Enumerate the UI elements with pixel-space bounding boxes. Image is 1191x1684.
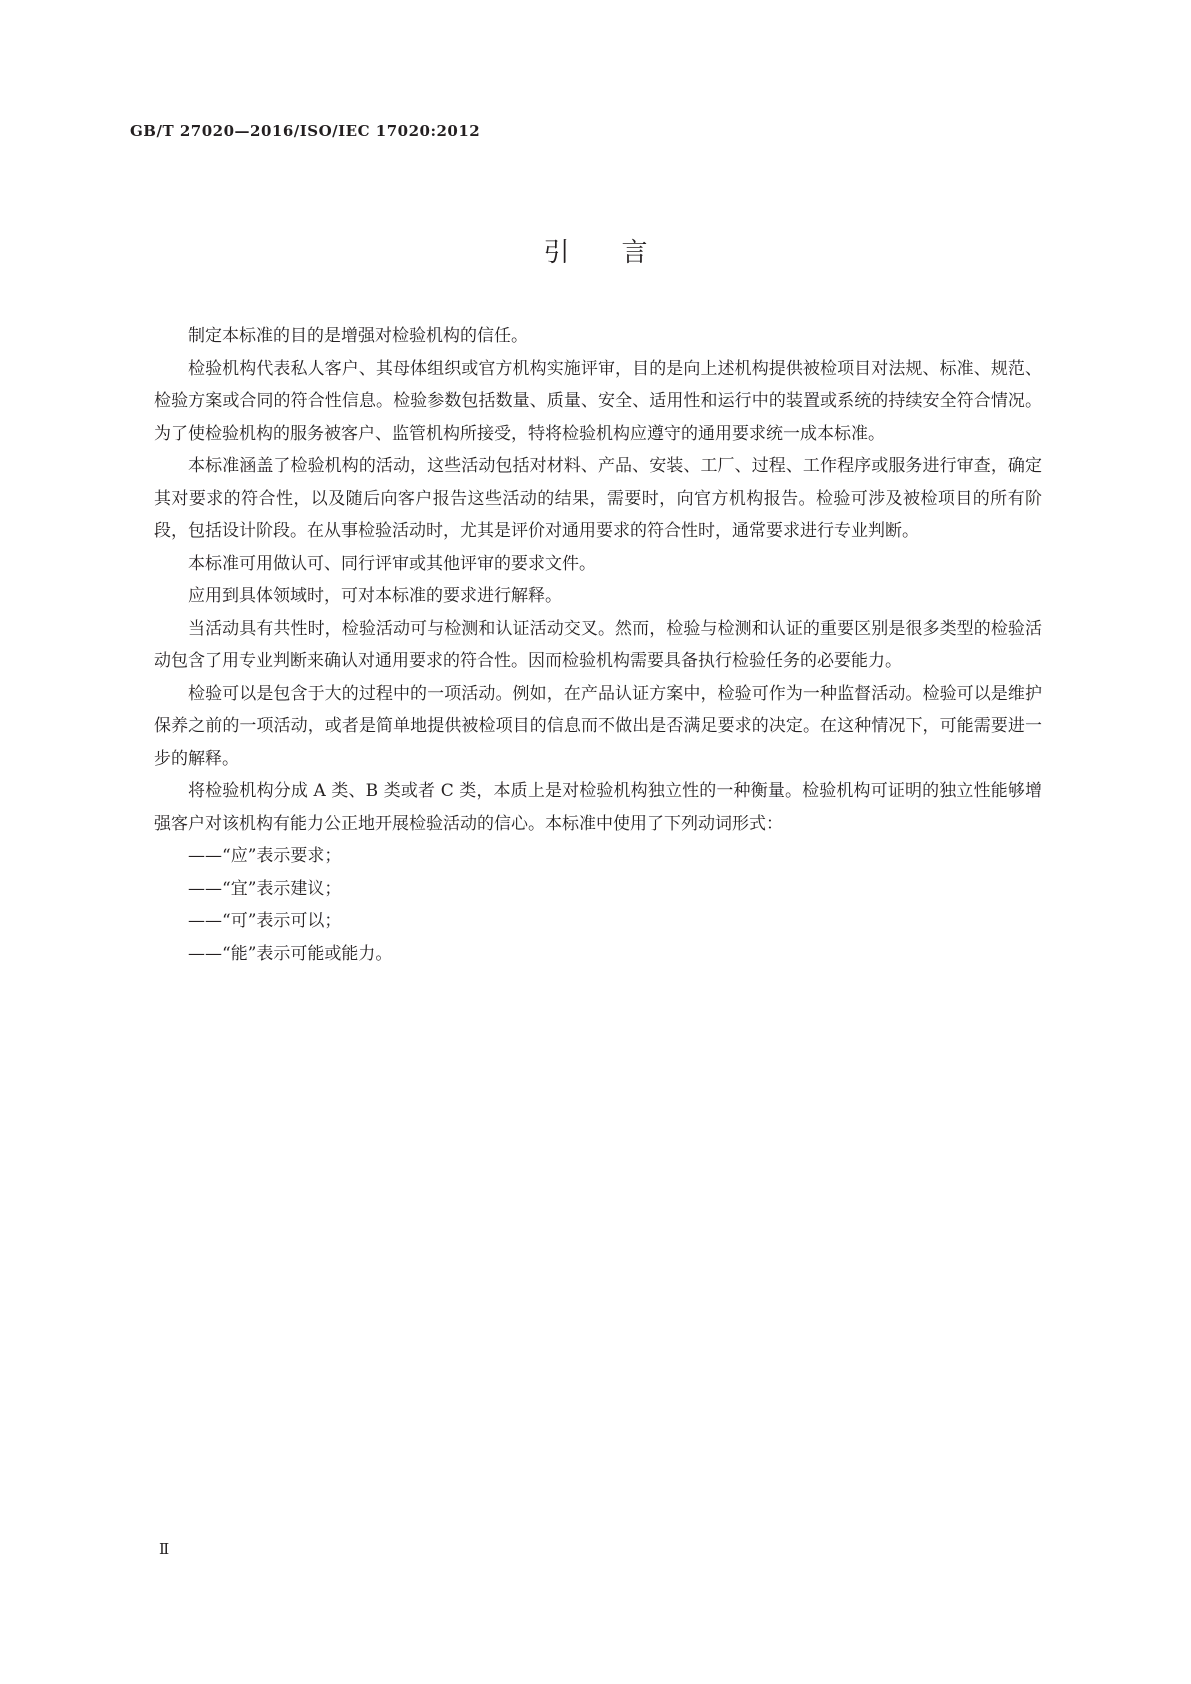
paragraph: 应用到具体领域时，可对本标准的要求进行解释。 (188, 586, 562, 606)
paragraph: 本标准可用做认可、同行评审或其他评审的要求文件。 (188, 553, 596, 574)
verb-form-item: ——“可”表示可以； (188, 911, 342, 931)
paragraph: 检验可以是包含于大的过程中的一项活动。例如，在产品认证方案中，检验可作为一种监督活动。检验可以是维护保养之前的一项活动，或者是简单地提供被检项目的信息而不做出是否满足要求的决定。在这种情况下，可能需要进一步的解释。 (154, 683, 1042, 769)
paragraph: 本标准涵盖了检验机构的活动，这些活动包括对材料、产品、安装、工厂、过程、工作程序或服务进行审查，确定其对要求的符合性，以及随后向客户报告这些活动的结果，需要时，向官方机构报告。检验可涉及被检项目的所有阶段，包括设计阶段。在从事检验活动时，尤其是评价对通用要求的符合性时，通常要求进行专业判断。 (154, 456, 1042, 541)
paragraph: 制定本标准的目的是增强对检验机构的信任。 (188, 326, 528, 346)
page-title: 引言 (543, 238, 700, 268)
verb-form-item: ——“能”表示可能或能力。 (188, 943, 393, 964)
paragraph: 检验机构代表私人客户、其母体组织或官方机构实施评审，目的是向上述机构提供被检项目对法规、标准、规范、检验方案或合同的符合性信息。检验参数包括数量、质量、安全、适用性和运行中的装置或系统的持续安全符合情况。为了使检验机构的服务被客户、监管机构所接受，特将检验机构应遵守的通用要求统一成本标准。 (154, 358, 1042, 444)
verb-form-item: ——“宜”表示建议； (188, 878, 342, 899)
paragraph: 当活动具有共性时，检验活动可与检测和认证活动交叉。然而，检验与检测和认证的重要区别是很多类型的检验活动包含了用专业判断来确认对通用要求的符合性。因而检验机构需要具备执行检验任务的必要能力。 (154, 618, 1042, 671)
page-number: Ⅱ (159, 1540, 170, 1558)
document-body (154, 320, 1042, 970)
paragraph: 将检验机构分成 A 类、B 类或者 C 类，本质上是对检验机构独立性的一种衡量。检验机构可证明的独立性能够增强客户对该机构有能力公正地开展检验活动的信心。本标准中使用了下列动词形式： (154, 781, 1042, 834)
standard-id: GB/T 27020—2016/ISO/IEC 17020:2012 (130, 122, 481, 140)
verb-form-item: ——“应”表示要求； (188, 846, 342, 866)
standard-header (130, 122, 480, 140)
